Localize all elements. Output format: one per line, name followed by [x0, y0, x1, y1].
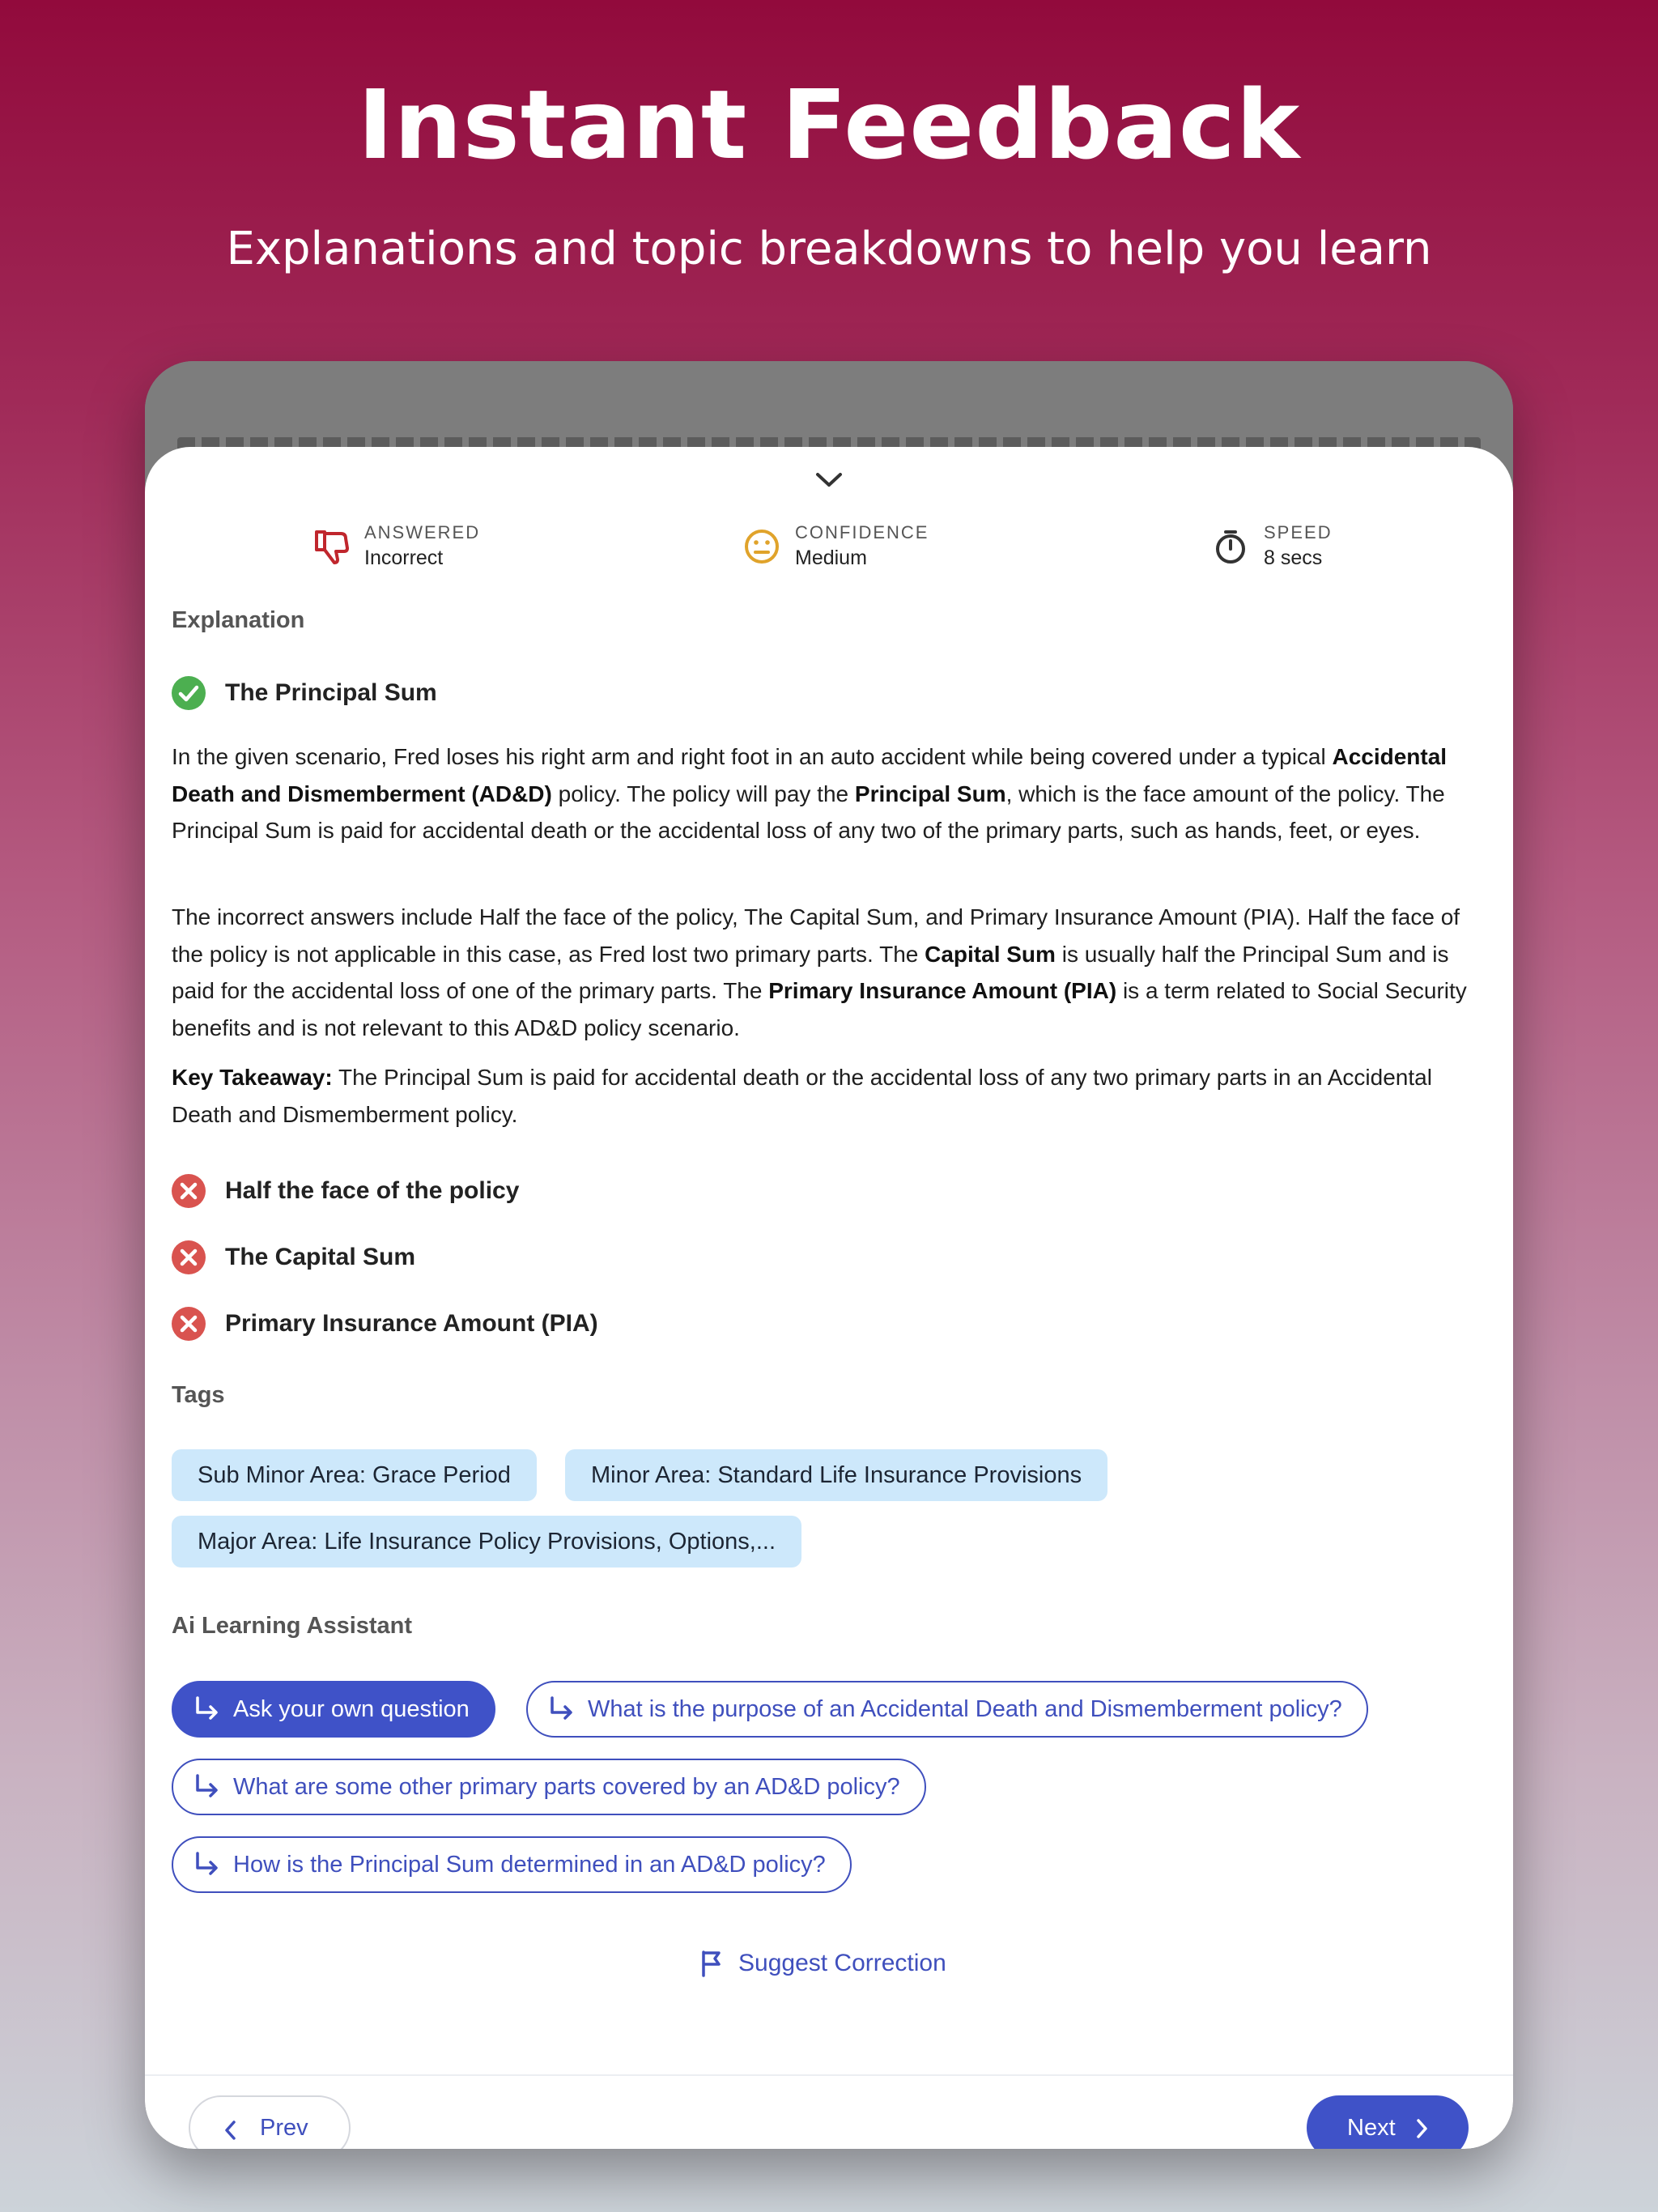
correct-answer-row: [172, 676, 437, 710]
device-frame: [145, 361, 1513, 2149]
stat-confidence-value: Medium: [795, 547, 867, 569]
ask-own-question-label: Ask your own question: [233, 1696, 470, 1722]
key-takeaway-text: The Principal Sum is paid for accidental death or the accidental loss of any two primary parts in an Accidental Death and Dismemberment policy.: [172, 1065, 1432, 1127]
background-question-screen: [145, 361, 1513, 450]
explanation-title: Explanation: [172, 607, 305, 633]
hero-subtitle: Explanations and topic breakdowns to help you learn: [226, 223, 1432, 275]
arrow-turn-down-right-icon: [191, 1772, 220, 1802]
stopwatch-icon: [1210, 526, 1251, 567]
hero-title: Instant Feedback: [357, 69, 1301, 181]
stat-speed-label: SPEED: [1264, 522, 1333, 542]
stat-confidence-label: CONFIDENCE: [795, 522, 929, 542]
suggested-question-label: How is the Principal Sum determined in an AD&D policy?: [233, 1852, 826, 1878]
ask-own-question-button[interactable]: [172, 1681, 495, 1738]
stat-confidence: [742, 521, 929, 572]
explanation-paragraph-2: [172, 899, 1487, 1046]
p2-text-d: is a term related to Social Security benefits and is not relevant to this AD&D policy scenario.: [172, 978, 1467, 1040]
wrong-answer-row: [172, 1307, 598, 1341]
p1-text-a: In the given scenario, Fred loses his right arm and right foot in an auto accident while being covered under a typical: [172, 744, 1326, 769]
wrong-answer-text: Half the face of the policy: [225, 1177, 520, 1204]
p2-bold-pia: Primary Insurance Amount (PIA): [768, 978, 1117, 1003]
suggested-question-label: What is the purpose of an Accidental Death and Dismemberment policy?: [588, 1696, 1342, 1722]
p1-bold-add: Accidental Death and Dismemberment (AD&D): [172, 744, 1448, 806]
tag-chip[interactable]: Major Area: Life Insurance Policy Provisions, Options,...: [172, 1516, 801, 1568]
arrow-turn-down-right-icon: [191, 1695, 220, 1724]
p1-text-c: policy. The policy will pay the: [551, 781, 855, 806]
suggested-question-button[interactable]: [526, 1681, 1368, 1738]
thumbs-down-icon: [311, 526, 351, 567]
suggested-question-label: What are some other primary parts covered by an AD&D policy?: [233, 1774, 900, 1800]
wrong-answer-text: Primary Insurance Amount (PIA): [225, 1310, 598, 1337]
key-takeaway-label: Key Takeaway:: [172, 1065, 333, 1090]
chevron-left-icon: [224, 2120, 237, 2141]
stat-answered-value: Incorrect: [364, 547, 444, 569]
tag-chip[interactable]: Sub Minor Area: Grace Period: [172, 1449, 537, 1501]
correct-answer-text: The Principal Sum: [225, 679, 437, 706]
next-button[interactable]: [1307, 2095, 1469, 2149]
prev-button[interactable]: [189, 2095, 351, 2149]
suggest-correction-label: Suggest Correction: [738, 1950, 946, 1976]
neutral-face-icon: [742, 526, 782, 567]
x-circle-icon: [172, 1174, 206, 1208]
x-circle-icon: [172, 1307, 206, 1341]
stat-speed: [1210, 521, 1333, 572]
prev-label: Prev: [260, 2115, 308, 2141]
chevron-down-icon: [814, 471, 844, 489]
explanation-paragraph-1: [172, 738, 1487, 849]
suggest-correction-link[interactable]: [699, 1950, 946, 1977]
wrong-answer-row: [172, 1174, 519, 1208]
next-label: Next: [1347, 2115, 1396, 2141]
arrow-turn-down-right-icon: [546, 1695, 575, 1724]
key-takeaway: [172, 1059, 1487, 1133]
suggested-question-button[interactable]: [172, 1836, 852, 1893]
stat-answered: [311, 521, 480, 572]
x-circle-icon: [172, 1240, 206, 1274]
tags-title: Tags: [172, 1382, 225, 1408]
flag-icon: [699, 1950, 724, 1977]
stat-answered-label: ANSWERED: [364, 522, 481, 542]
wrong-answer-text: The Capital Sum: [225, 1244, 416, 1270]
feedback-sheet: [145, 447, 1513, 2149]
arrow-turn-down-right-icon: [191, 1850, 220, 1879]
stat-speed-value: 8 secs: [1264, 547, 1323, 569]
p2-bold-capital: Capital Sum: [925, 941, 1056, 967]
p1-bold-principal: Principal Sum: [854, 781, 1006, 806]
tag-chip[interactable]: Minor Area: Standard Life Insurance Provisions: [565, 1449, 1107, 1501]
stats-row: [145, 521, 1513, 586]
chevron-right-icon: [1415, 2118, 1428, 2139]
wrong-answer-row: [172, 1240, 415, 1274]
check-circle-icon: [172, 676, 206, 710]
ai-assistant-title: Ai Learning Assistant: [172, 1613, 413, 1639]
p2-text-c: is usually half the Principal Sum and is paid for the accidental loss of one of the primary parts. The: [172, 941, 1449, 1003]
suggested-question-button[interactable]: [172, 1759, 926, 1815]
p1-text-d: , which is the face amount of the policy. The Principal Sum is paid for accidental death or the accidental loss of any two of the primary parts, such as hands, feet, or eyes.: [172, 781, 1445, 843]
p2-text-a: The incorrect answers include Half the face of the policy, The Capital Sum, and Primary Insurance Amount (PIA). Half the face of the policy is not applicable in this case, as Fred lost two primary parts. The: [172, 904, 1460, 967]
